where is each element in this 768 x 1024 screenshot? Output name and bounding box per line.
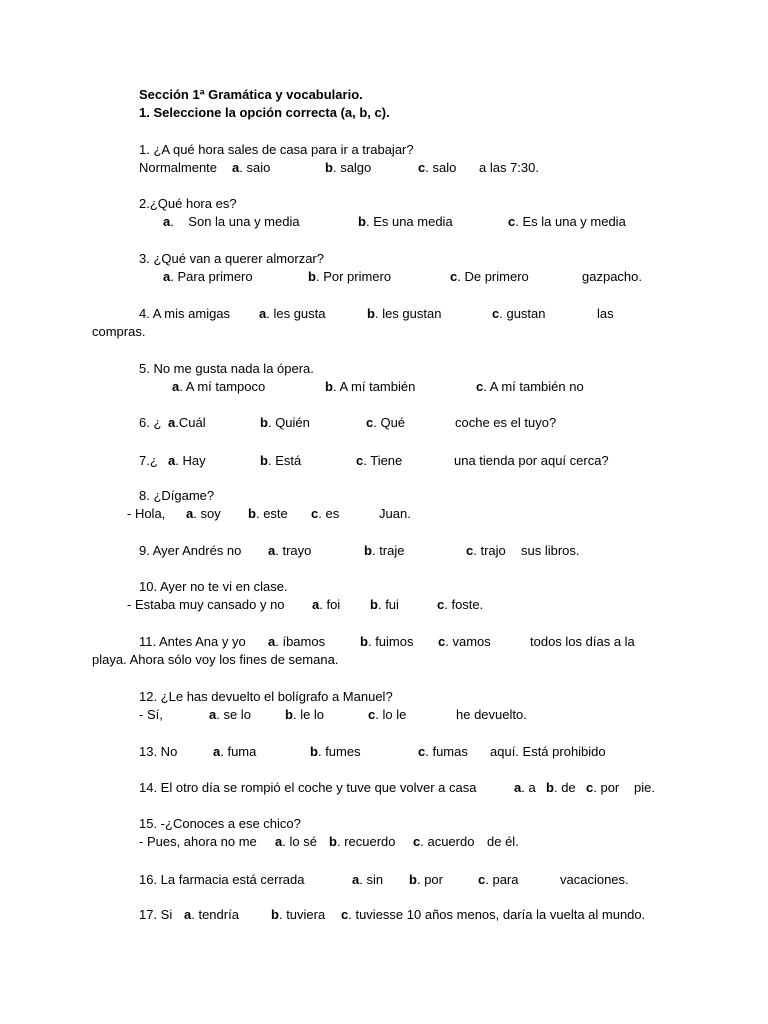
q10-lead: - Estaba muy cansado y no [127,597,285,612]
q11-option-a: a. íbamos [268,634,326,649]
q16-option-b: b. por [409,872,443,887]
q9-lead: 9. Ayer Andrés no [139,543,242,558]
q15-prompt: 15. -¿Conoces a ese chico? [139,816,301,831]
q11-lead: 11. Antes Ana y yo [139,634,246,649]
q11-tail-continued: playa. Ahora sólo voy los fines de semana. [92,652,339,667]
q1-prompt: 1. ¿A qué hora sales de casa para ir a trabajar? [139,142,414,157]
q2-option-a: a. Son la una y media [163,214,300,229]
q7-tail: una tienda por aquí cerca? [454,453,609,468]
q12-option-a: a. se lo [209,707,251,722]
q12-prompt: 12. ¿Le has devuelto el bolígrafo a Manuel? [139,689,393,704]
q13-tail: aquí. Está prohibido [490,744,606,759]
q17-option-b: b. tuviera [271,907,326,922]
q13-lead: 13. No [139,744,178,759]
q5-option-b: b. A mí también [325,379,416,394]
q10-option-b: b. fui [370,597,399,612]
q14-option-c: c. por [586,780,620,795]
q8-option-b: b. este [248,506,288,521]
q15-option-c: c. acuerdo [413,834,475,849]
q3-option-c: c. De primero [450,269,529,284]
q8-lead: - Hola, [127,506,166,521]
q16-option-c: c. para [478,872,519,887]
q5-prompt: 5. No me gusta nada la ópera. [139,361,314,376]
q6-option-c: c. Qué [366,415,406,430]
q8-option-a: a. soy [186,506,221,521]
q14-option-a: a. a [514,780,536,795]
q10-prompt: 10. Ayer no te vi en clase. [139,579,288,594]
q10-option-a: a. foi [312,597,341,612]
q7-option-a: a. Hay [168,453,206,468]
q3-option-a: a. Para primero [163,269,253,284]
q15-option-b: b. recuerdo [329,834,396,849]
q11-tail: todos los días a la [530,634,635,649]
q1-option-b: b. salgo [325,160,372,175]
q9-tail: sus libros. [521,543,580,558]
q6-lead: 6. ¿ [139,415,162,430]
q4-option-c: c. gustan [492,306,546,321]
q8-tail: Juan. [379,506,411,521]
q2-prompt: 2.¿Qué hora es? [139,196,237,211]
q7-lead: 7.¿ [139,453,158,468]
section-title: Sección 1ª Gramática y vocabulario. [139,87,363,102]
q6-tail: coche es el tuyo? [455,415,557,430]
q6-option-a: a.Cuál [168,415,206,430]
q11-option-c: c. vamos [438,634,491,649]
q9-option-c: c. trajo [466,543,506,558]
q16-tail: vacaciones. [560,872,629,887]
q12-option-b: b. le lo [285,707,325,722]
q12-option-c: c. lo le [368,707,407,722]
q2-option-b: b. Es una media [358,214,453,229]
q15-lead: - Pues, ahora no me [139,834,257,849]
q12-tail: he devuelto. [456,707,527,722]
q5-option-c: c. A mí también no [476,379,584,394]
q4-tail-continued: compras. [92,324,146,339]
q11-option-b: b. fuimos [360,634,414,649]
q1-option-c: c. salo [418,160,457,175]
q7-option-c: c. Tiene [356,453,403,468]
q13-option-b: b. fumes [310,744,361,759]
q17-option-a: a. tendría [184,907,239,922]
q9-option-b: b. traje [364,543,405,558]
q16-option-a: a. sin [352,872,384,887]
q15-tail: de él. [487,834,519,849]
q5-option-a: a. A mí tampoco [172,379,266,394]
q4-option-a: a. les gusta [259,306,326,321]
q6-option-b: b. Quién [260,415,310,430]
q1-tail: a las 7:30. [479,160,539,175]
instruction-text: 1. Seleccione la opción correcta (a, b, c). [139,105,390,120]
q14-lead: 14. El otro día se rompió el coche y tuve que volver a casa [139,780,477,795]
q3-prompt: 3. ¿Qué van a querer almorzar? [139,251,324,266]
q3-tail: gazpacho. [582,269,642,284]
q17-option-c: c. tuviesse 10 años menos, daría la vuelta al mundo. [341,907,646,922]
q8-option-c: c. es [311,506,340,521]
q10-option-c: c. foste. [437,597,484,612]
q1-lead: Normalmente [139,160,218,175]
q4-tail: las [597,306,614,321]
q12-lead: - Sí, [139,707,163,722]
q17-lead: 17. Si [139,907,173,922]
q7-option-b: b. Está [260,453,302,468]
q1-option-a: a. saio [232,160,271,175]
q9-option-a: a. trayo [268,543,312,558]
q14-tail: pie. [634,780,655,795]
q13-option-a: a. fuma [213,744,257,759]
q16-lead: 16. La farmacia está cerrada [139,872,305,887]
q15-option-a: a. lo sé [275,834,317,849]
q3-option-b: b. Por primero [308,269,392,284]
q4-option-b: b. les gustan [367,306,442,321]
q14-option-b: b. de [546,780,576,795]
q4-lead: 4. A mis amigas [139,306,231,321]
q8-prompt: 8. ¿Dígame? [139,488,215,503]
q13-option-c: c. fumas [418,744,468,759]
q2-option-c: c. Es la una y media [508,214,626,229]
